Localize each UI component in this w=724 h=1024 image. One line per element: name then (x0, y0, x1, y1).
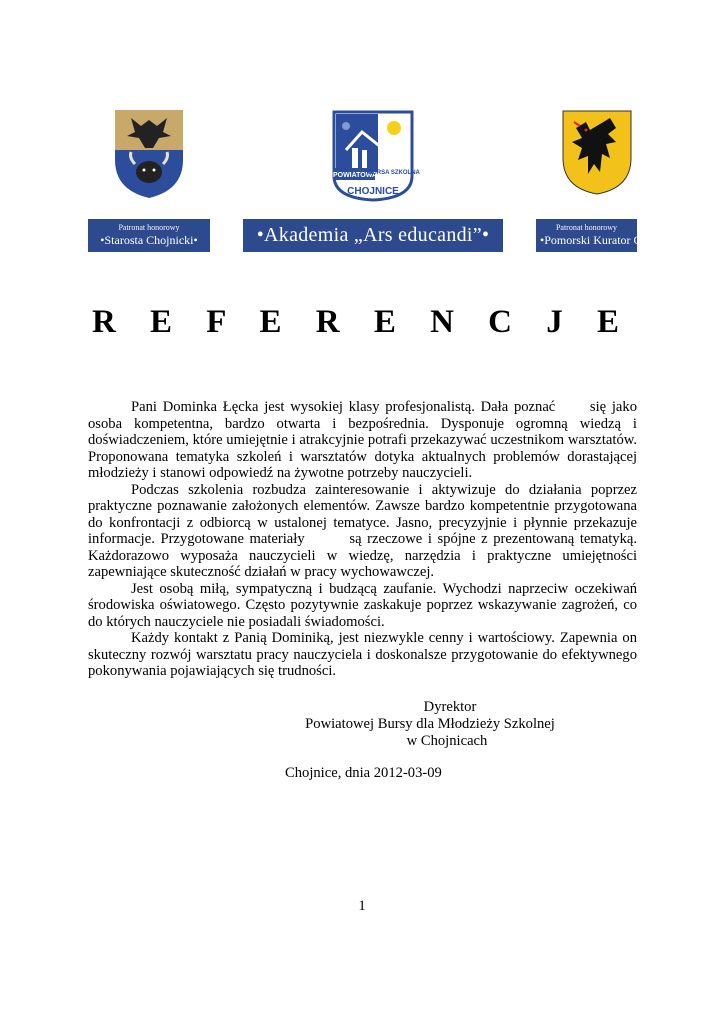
document-title: R E F E R E N C J E (91, 304, 633, 340)
academy-banner (243, 219, 503, 252)
coat-of-arms-pomorskie-icon (560, 108, 634, 196)
body-paragraph-3: Jest osobą miłą, sympatyczną i budzącą zaufanie. Wychodzi naprzeciw oczekiwań środowiska oświatowego. Często pozytywnie zaskakuje poprzez wskazywanie zagrożeń, co do których nauczyciele nie posiadali świadomości. (88, 580, 637, 630)
bursa-logo-icon (332, 110, 420, 202)
bursa-logo-badge: BURSA SZKOLNA (368, 170, 420, 176)
banner-center-label: •Akademia „Ars educandi”• (256, 224, 490, 246)
signature-title: Dyrektor (423, 699, 477, 715)
body-paragraph-4: Każdy kontakt z Panią Dominiką, jest niezwykle cenny i wartościowy. Zapewnia on skuteczny rozwój warsztatu pracy nauczyciela i doskonalsze przygotowanie do efektywnego pokonywania pojawiających się trudności. (88, 630, 637, 679)
place-and-date: Chojnice, dnia 2012-03-09 (285, 765, 442, 781)
body-paragraph-2: Podczas szkolenia rozbudza zainteresowanie i aktywizuje do działania poprzez praktyczne poznawanie założonych elementów. Zawsze bardzo kompetentnie przygotowana do konfrontacji z odbiorcą w ustalonej tematyce. Jasno, precyzyjnie i płynnie przekazuje informacje. Przygotowane materiały są rzeczowe i spójne z prezentowaną tematyką. Każdorazowo wyposaża nauczycieli w wiedzę, narzędzia i praktyczne umiejętności zapewniające skuteczność działań w pracy wychowawczej. (88, 481, 637, 580)
bursa-logo-city: CHOJNICE (347, 186, 399, 197)
banner-right-label: •Pomorski Kurator Oświ (540, 233, 659, 247)
bursa-logo-text-top: POWIATOWA (332, 172, 378, 179)
patronage-banner-starosta (88, 219, 210, 252)
banner-left-caption: Patronat honorowy (118, 223, 180, 232)
page-number: 1 (358, 898, 366, 914)
coat-of-arms-chojnice-county-icon (113, 108, 185, 200)
signature-organization: Powiatowej Bursy dla Młodzieży Szkolnej (305, 716, 555, 732)
document-body (88, 399, 637, 680)
patronage-banner-kurator (536, 219, 659, 252)
body-paragraph-1: Pani Dominka Łęcka jest wysokiej klasy profesjonalistą. Dała poznać się jako osoba kompetentna, bardzo otwarta i bezpośrednia. Dysponuje ogromną wiedzą i doświadczeniem, które umiejętnie i atrakcyjnie potrafi przekazywać uczestnikom warsztatów. Proponowana tematyka szkoleń i warsztatów dotyka aktualnych problemów dorastającej młodzieży i stanowi odpowiedź na żywotne potrzeby nauczycieli. (88, 399, 637, 481)
banner-right-caption: Patronat honorowy (555, 223, 618, 232)
signature-city: w Chojnicach (406, 733, 488, 749)
banner-left-label: •Starosta Chojnicki• (100, 233, 198, 247)
